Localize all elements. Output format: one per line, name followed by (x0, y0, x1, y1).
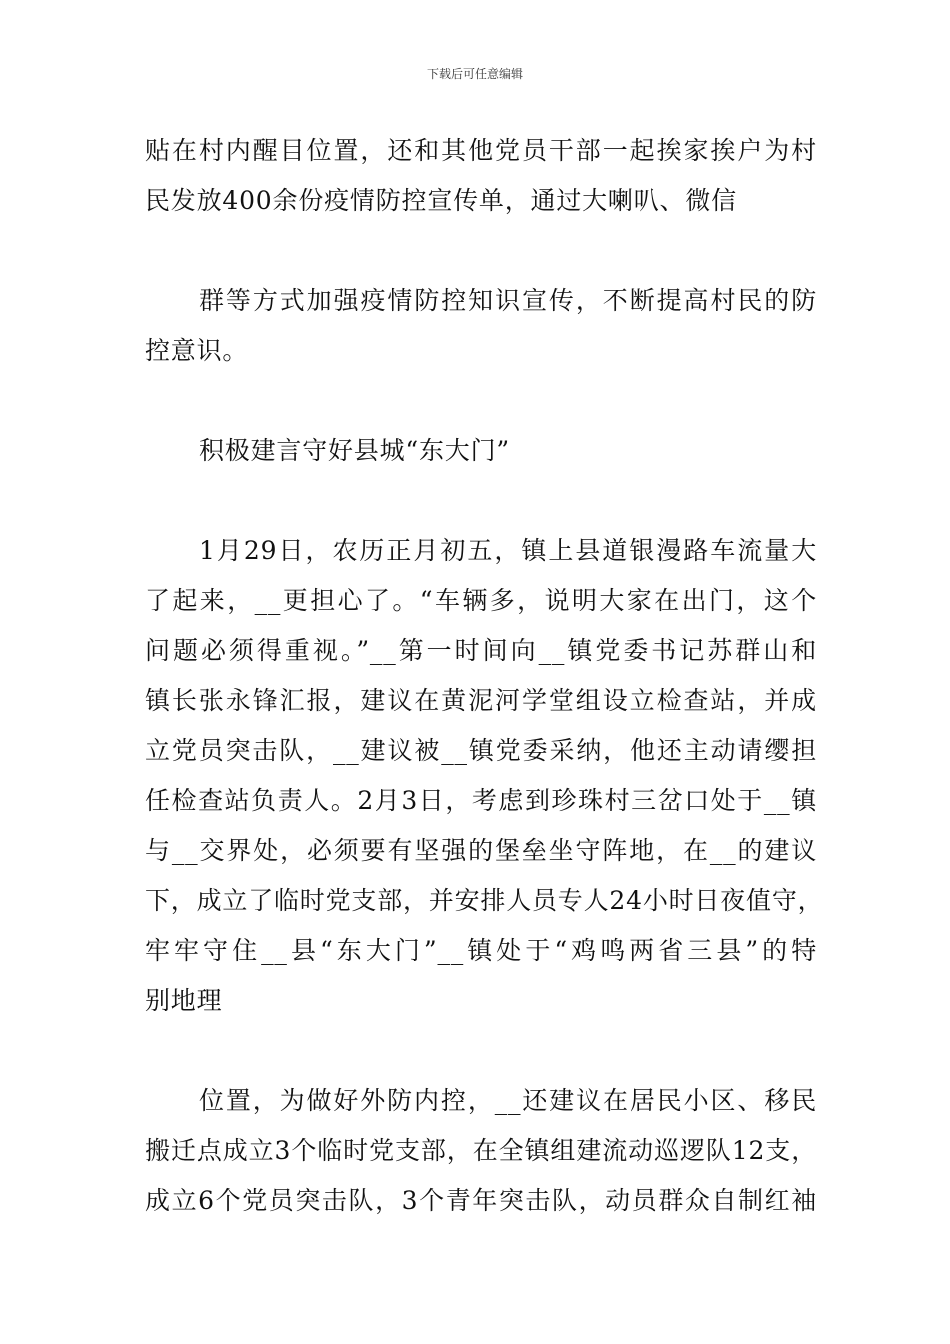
paragraph-1 (145, 126, 817, 226)
paragraph-line: 牢牢守住__县“东大门”__镇处于“鸡鸣两省三县”的特 (145, 936, 817, 965)
paragraph-line: 问题必须得重视。”__第一时间向__镇党委书记苏群山和 (145, 636, 817, 665)
paragraph-line: 镇长张永锋汇报，建议在黄泥河学堂组设立检查站，并成 (145, 686, 817, 715)
document-body (145, 126, 824, 1226)
paragraph-line: 搬迁点成立3个临时党支部，在全镇组建流动巡逻队12支， (145, 1136, 817, 1165)
paragraph-3 (145, 526, 824, 1026)
paragraph-line: 下，成立了临时党支部，并安排人员专人24小时日夜值守， (145, 886, 824, 915)
section-heading (145, 426, 817, 476)
paragraph-line: 成立6个党员突击队，3个青年突击队，动员群众自制红袖 (145, 1186, 817, 1215)
paragraph-line: 控意识。 (145, 336, 249, 365)
section-heading-text: 积极建言守好县城“东大门” (199, 436, 510, 465)
paragraph-line: 立党员突击队，__建议被__镇党委采纳，他还主动请缨担 (145, 736, 817, 765)
paragraph-line: 与__交界处，必须要有坚强的堡垒坐守阵地，在__的建议 (145, 836, 817, 865)
paragraph-line: 任检查站负责人。2月3日，考虑到珍珠村三岔口处于__镇 (145, 786, 817, 815)
paragraph-line: 民发放400余份疫情防控宣传单，通过大喇叭、微信 (145, 186, 737, 215)
paragraph-4 (145, 1076, 817, 1226)
paragraph-2 (145, 276, 817, 376)
paragraph-line: 别地理 (145, 986, 223, 1015)
paragraph-line: 1月29日，农历正月初五，镇上县道银漫路车流量大 (199, 536, 817, 565)
paragraph-line: 贴在村内醒目位置，还和其他党员干部一起挨家挨户为村 (145, 136, 817, 165)
paragraph-line: 位置，为做好外防内控，__还建议在居民小区、移民 (199, 1086, 817, 1115)
paragraph-line: 群等方式加强疫情防控知识宣传，不断提高村民的防 (199, 286, 817, 315)
paragraph-line: 了起来，__更担心了。“车辆多，说明大家在出门，这个 (145, 586, 817, 615)
page-header: 下载后可任意编辑 (426, 67, 523, 81)
